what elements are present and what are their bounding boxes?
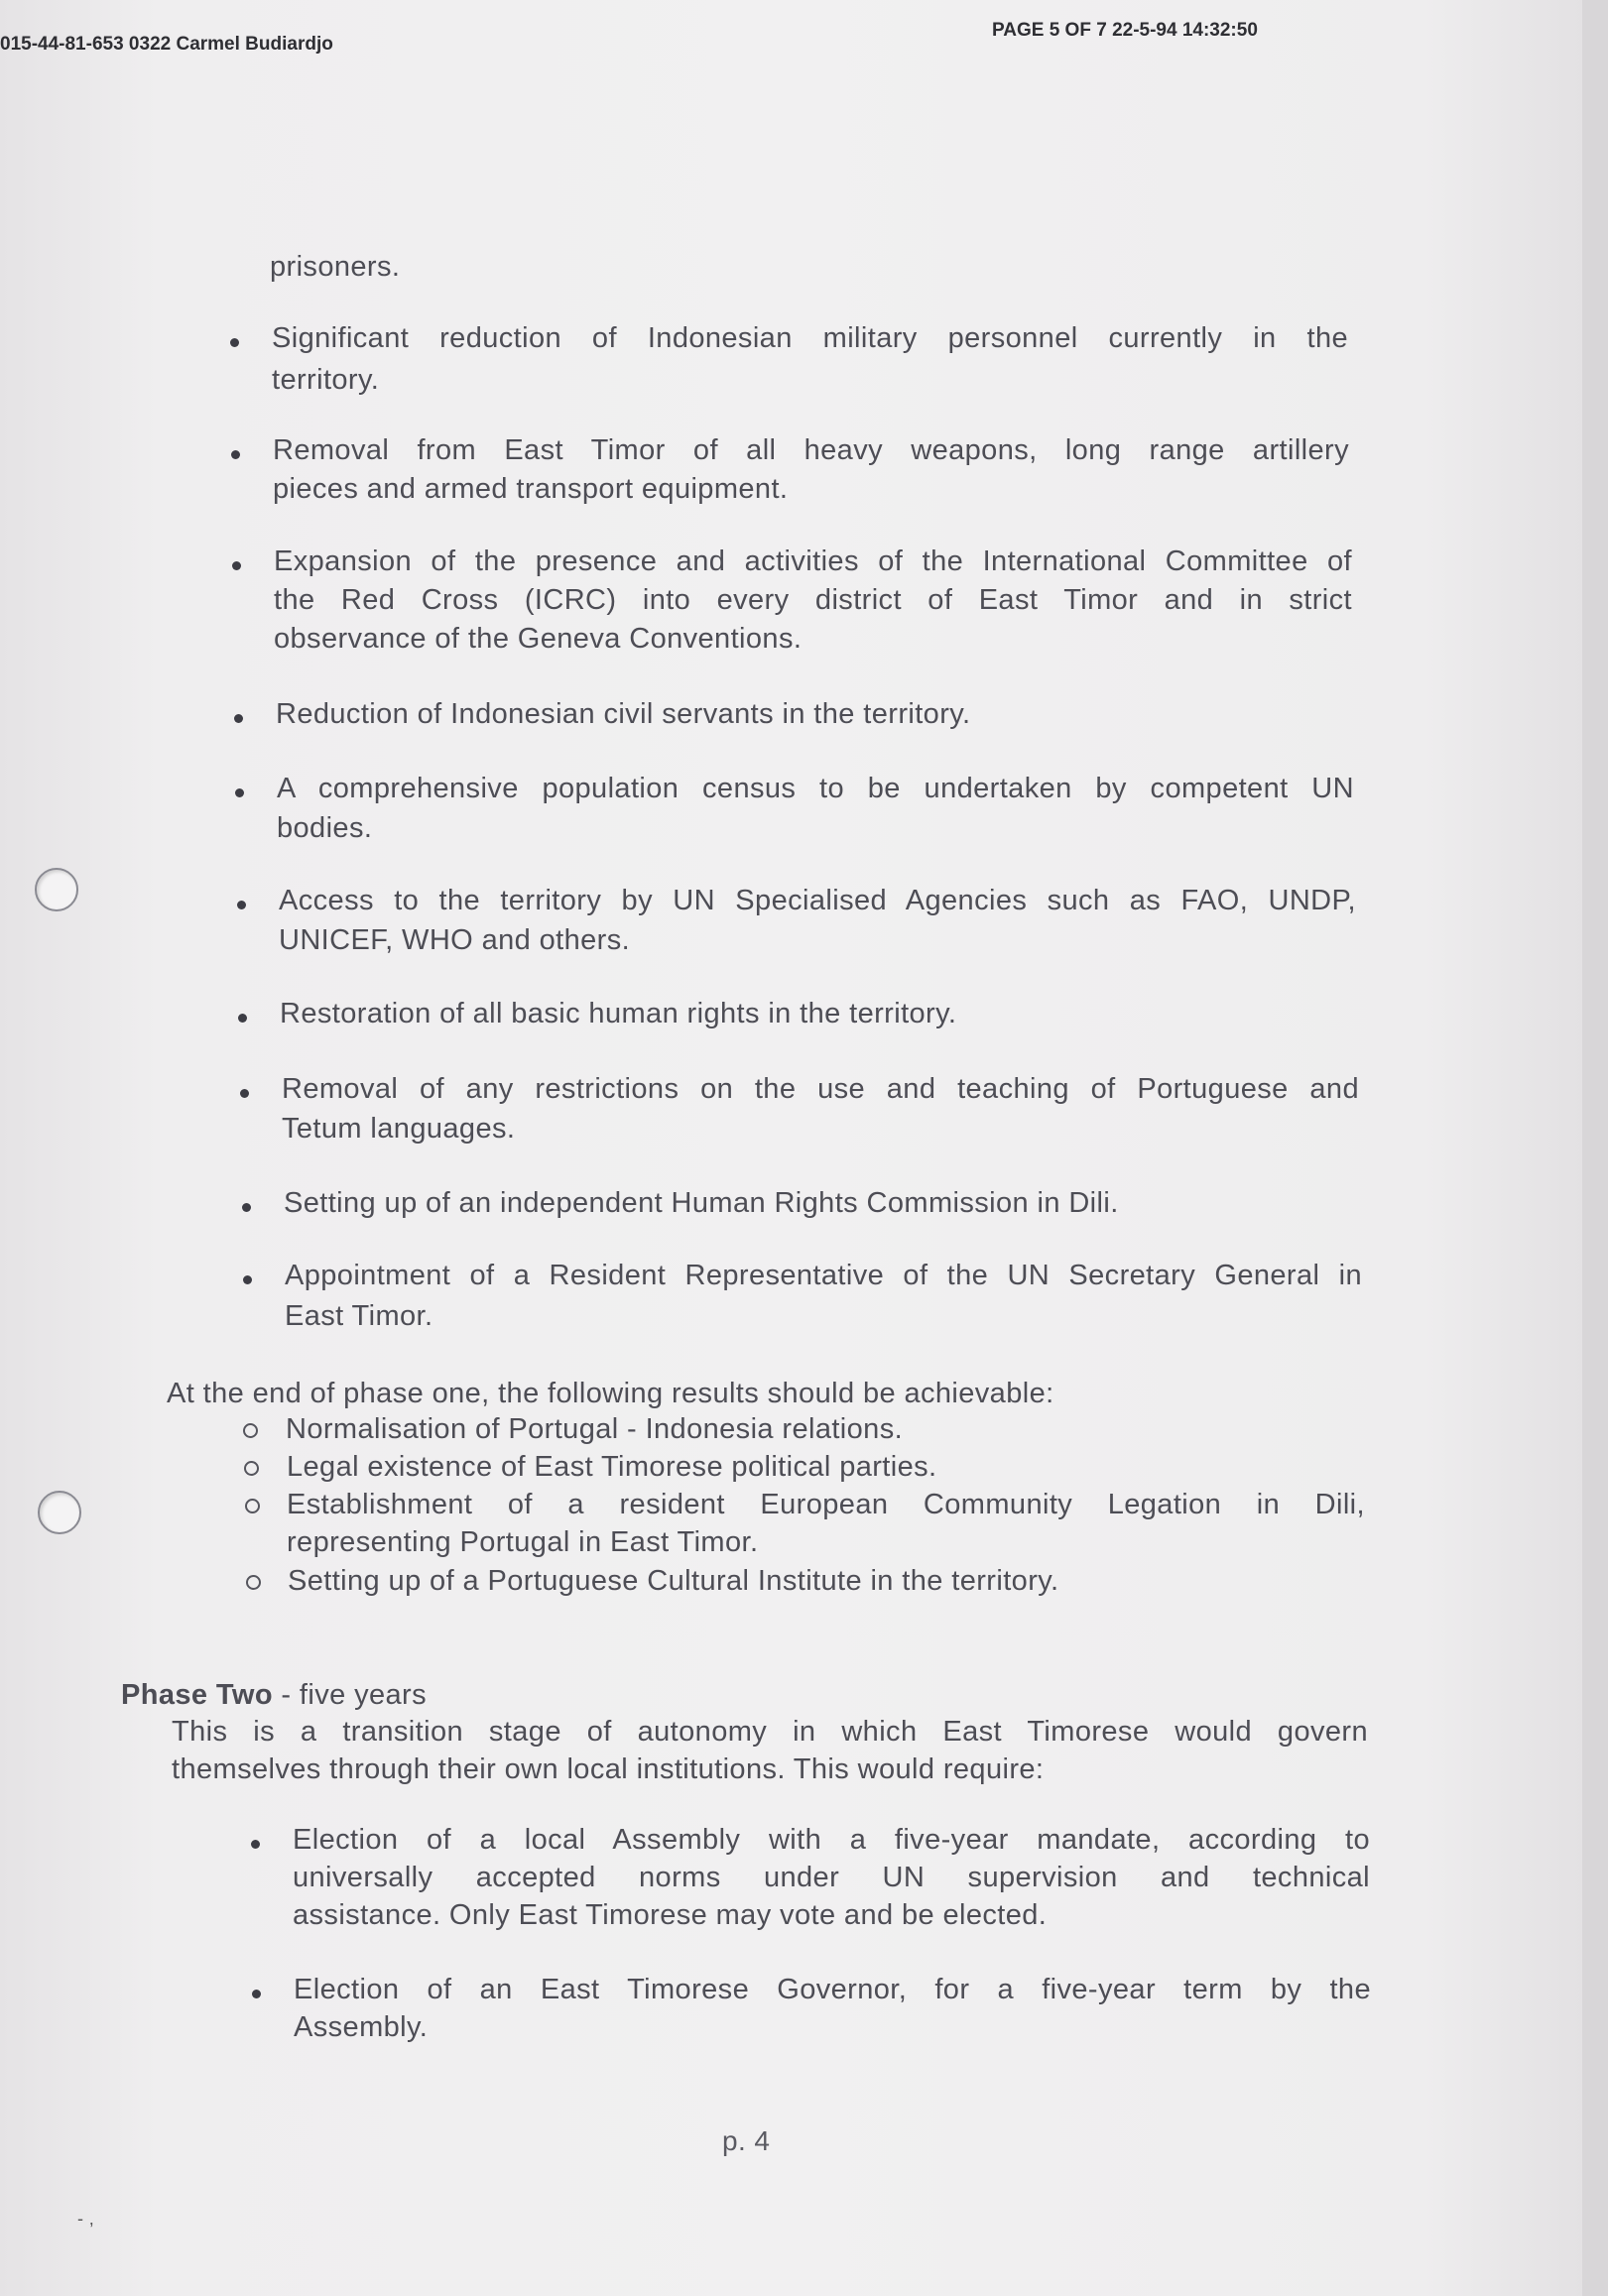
- bullet-marker: [242, 1203, 251, 1212]
- fax-sender-line: 015-44-81-653 0322 Carmel Budiardjo: [0, 34, 333, 55]
- bullet-line: Restoration of all basic human rights in the territory.: [280, 998, 957, 1029]
- circle-bullet-marker: [243, 1423, 258, 1438]
- margin-marks: - ,: [77, 2209, 95, 2229]
- phase-two-title: Phase Two: [121, 1679, 273, 1711]
- bullet-line: A comprehensive population census to be undertaken by competent UN: [277, 773, 1354, 804]
- bullet-line: Appointment of a Resident Representative of the UN Secretary General in: [285, 1260, 1362, 1291]
- bullet-line: the Red Cross (ICRC) into every district of East Timor and in strict: [274, 584, 1352, 616]
- phase-two-intro-line: themselves through their own local institutions. This would require:: [172, 1753, 1045, 1785]
- bullet-line: universally accepted norms under UN supervision and technical: [293, 1862, 1370, 1893]
- bullet-marker: [232, 561, 241, 570]
- bullet-line: bodies.: [277, 812, 373, 844]
- bullet-line: Setting up of an independent Human Rights Commission in Dili.: [284, 1187, 1119, 1219]
- bullet-marker: [234, 714, 243, 723]
- bullet-marker: [243, 1275, 252, 1284]
- bullet-line: Election of an East Timorese Governor, for a five-year term by the: [294, 1974, 1371, 2005]
- bullet-line: Election of a local Assembly with a five-year mandate, according to: [293, 1824, 1370, 1856]
- bullet-marker: [240, 1089, 249, 1098]
- circle-bullet-marker: [245, 1499, 260, 1513]
- bullet-line: Tetum languages.: [282, 1113, 516, 1145]
- page-number: p. 4: [722, 2125, 771, 2156]
- bullet-line: Access to the territory by UN Specialised Agencies such as FAO, UNDP,: [279, 885, 1356, 916]
- result-line: Setting up of a Portuguese Cultural Institute in the territory.: [288, 1565, 1059, 1597]
- fax-page-stamp: PAGE 5 OF 7 22-5-94 14:32:50: [992, 20, 1258, 41]
- bullet-marker: [251, 1840, 260, 1849]
- bullet-line: Expansion of the presence and activities of the International Committee of: [274, 545, 1352, 577]
- result-line: Normalisation of Portugal - Indonesia relations.: [286, 1413, 904, 1445]
- bullet-line: East Timor.: [285, 1300, 433, 1332]
- bullet-line: territory.: [272, 364, 380, 396]
- phase-two-duration: - five years: [272, 1679, 428, 1711]
- bullet-line: Reduction of Indonesian civil servants in the territory.: [276, 698, 971, 730]
- result-line: Legal existence of East Timorese political parties.: [287, 1451, 937, 1483]
- bullet-marker: [252, 1990, 261, 1998]
- bullet-line: Removal of any restrictions on the use and teaching of Portuguese and: [282, 1073, 1359, 1105]
- bullet-line: Significant reduction of Indonesian military personnel currently in the: [272, 322, 1348, 354]
- result-line: Establishment of a resident European Community Legation in Dili,: [287, 1489, 1365, 1520]
- bullet-marker: [235, 788, 244, 797]
- bullet-line: observance of the Geneva Conventions.: [274, 623, 803, 655]
- results-intro: At the end of phase one, the following results should be achievable:: [167, 1378, 1054, 1409]
- bullet-line: Assembly.: [294, 2011, 429, 2043]
- bullet-marker: [238, 1014, 247, 1023]
- page-edge: [1582, 0, 1608, 2296]
- circle-bullet-marker: [246, 1575, 261, 1590]
- bullet-line: Removal from East Timor of all heavy weapons, long range artillery: [273, 434, 1349, 466]
- phase-two-heading: [121, 1676, 427, 1714]
- bullet-line: pieces and armed transport equipment.: [273, 473, 789, 505]
- bullet-marker: [237, 901, 246, 909]
- circle-bullet-marker: [244, 1461, 259, 1476]
- bullet-marker: [231, 450, 240, 459]
- continuation-text: prisoners.: [270, 251, 401, 283]
- bullet-marker: [230, 338, 239, 347]
- phase-two-intro-line: This is a transition stage of autonomy in which East Timorese would govern: [172, 1716, 1368, 1748]
- bullet-line: assistance. Only East Timorese may vote and be elected.: [293, 1899, 1048, 1931]
- result-line: representing Portugal in East Timor.: [287, 1526, 759, 1558]
- bullet-line: UNICEF, WHO and others.: [279, 924, 631, 956]
